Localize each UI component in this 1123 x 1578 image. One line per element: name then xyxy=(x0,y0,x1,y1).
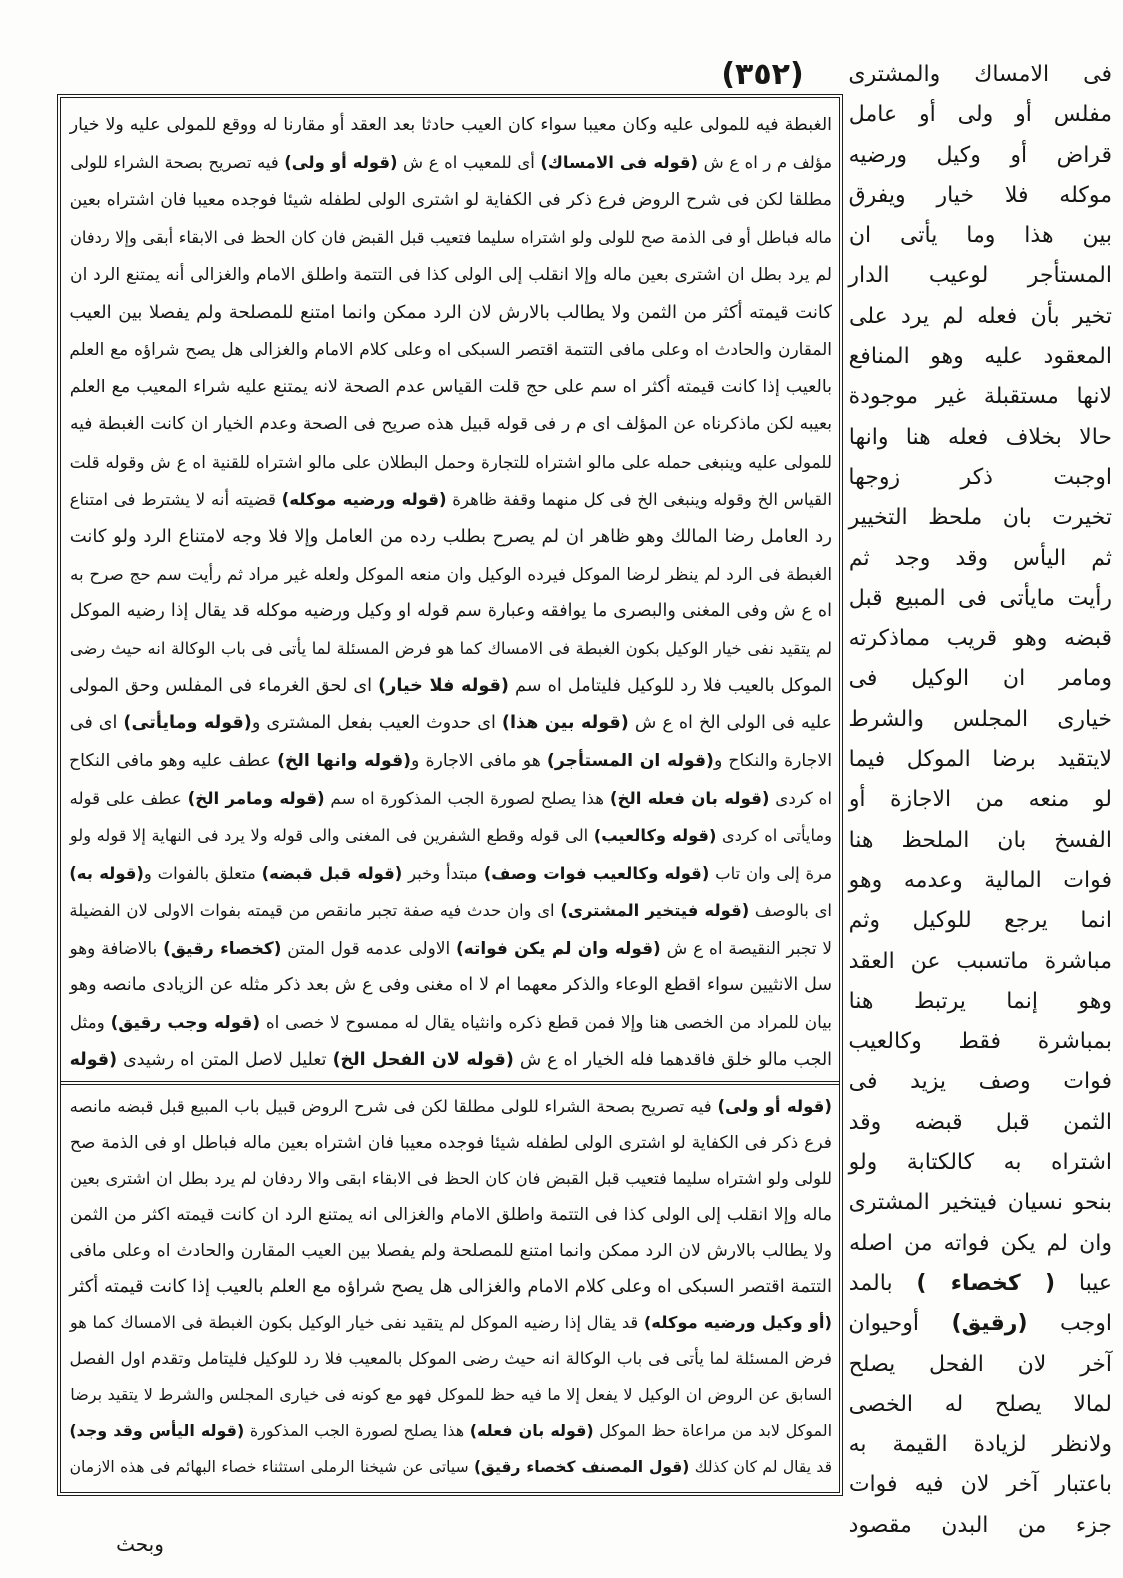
upper-commentary-line: الموكل بالعيب فلا رد للوكيل فليتامل اه سم (قوله فلا خيار) اى لحق الغرماء فى المفلس وحق المولى xyxy=(69,675,832,696)
lemma-marker: (قوله ان المستأجر) xyxy=(546,750,714,771)
lower-commentary-line: فرض المسئلة لما يأتى فى باب الوكالة انه حيث رضى الموكل بالمعيب فلا رد للوكيل فليتامل وتقدم اول الفصل xyxy=(69,1349,832,1368)
main-text-line: بمباشرة فقط وكالعيب xyxy=(848,1029,1112,1055)
main-text-column xyxy=(848,55,1112,1546)
lemma-marker: (قوله فيتخير المشترى) xyxy=(560,901,750,921)
main-text-line: مباشرة ماتسبب عن العقد xyxy=(848,948,1112,974)
main-text-line: وهو إنما يرتبط هنا xyxy=(848,988,1112,1014)
lower-commentary-line: للولى ولو اشتراه سليما فتعيب قبل القبض فان كان الحظ فى الابقاء ابقى والا ردفان لم يرد بطل ان اشترى بعين xyxy=(70,1169,832,1188)
upper-commentary xyxy=(66,107,832,1079)
lemma-marker: (قوله بين هذا) xyxy=(501,713,629,734)
main-text-line: الفسخ بان الملحظ هنا xyxy=(848,827,1112,853)
lemma-marker: (قول المصنف كخصاء رقيق) xyxy=(473,1458,690,1476)
lemma-marker: (قوله اليأس وقد وجد) xyxy=(69,1421,245,1440)
upper-commentary-line: القياس الخ وقوله وينبغى الخ فى كل منهما وقفة ظاهرة (قوله ورضيه موكله) قضيته أنه لا يشترط فى امتناع xyxy=(69,489,832,509)
lemma-marker: (كخصاء رقيق) xyxy=(163,937,282,958)
lemma-marker: (قوله به) xyxy=(69,863,144,883)
main-text-line: ومامر ان الوكيل فى xyxy=(848,666,1112,692)
main-text-line: رأيت مايأتى فى المبيع قبل xyxy=(848,585,1112,611)
lemma-marker: (قوله ومامر الخ) xyxy=(187,789,325,809)
upper-commentary-line: الجب مالو خلق فاقدهما فله الخيار اه ع ش (قوله لان الفحل الخ) تعليل لاصل المتن اه رشيدى (قوله xyxy=(69,1049,832,1070)
main-text-line: حالا بخلاف فعله هنا وانها xyxy=(848,424,1112,450)
main-text-line: عيبا ( كخصاء ) بالمد xyxy=(848,1270,1112,1296)
main-text-line: الثمن قبل قبضه وقد xyxy=(848,1109,1112,1135)
main-text-line: المعقود عليه وهو المنافع xyxy=(848,344,1112,370)
main-text-line: وان لم يكن فواته من اصله xyxy=(849,1230,1112,1256)
lower-commentary-line: (قوله أو ولى) فيه تصريح بصحة الشراء للولى مطلقا لكن فى شرح الروض قبيل باب المبيع قبل قبضه مانصه xyxy=(69,1097,832,1116)
main-text-line: اوجبت ذكر زوجها xyxy=(848,464,1112,490)
lemma-marker: (قوله فلا خيار) xyxy=(378,675,509,696)
lemma-marker: (قوله لان الفحل الخ) xyxy=(332,1049,514,1070)
catchword: وبحث xyxy=(116,1532,164,1556)
upper-commentary-line: اى بالوصف (قوله فيتخير المشترى) اى وان حدث فيه صفة تجبر مانقص من قيمته بفوات الاولى لان الفضيلة xyxy=(69,901,832,921)
upper-commentary-line: بعيبه لكن ماذكرناه عن المؤلف اى م ر فى قوله قبيل هذه صريح فى الصحة وعدم الخيار ان كانت الغبطة فيه xyxy=(70,414,832,435)
lower-commentary-line: ماله وإلا انقلب إلى الولى كذا فى التتمة واطلق الامام والغزالى انه يمتنع الرد ان كانت قيمته اكثر من الثمن xyxy=(69,1205,832,1225)
lemma-marker: (قوله أو ولى) xyxy=(717,1097,832,1116)
main-text-line: انما يرجع للوكيل وثم xyxy=(848,908,1112,934)
upper-commentary-line: عليه فى الولى الخ اه ع ش (قوله بين هذا) اى حدوث العيب بفعل المشترى و(قوله ومايأتى) اى فى xyxy=(69,713,832,734)
main-text-line: لو منعه من الاجازة أو xyxy=(848,787,1112,813)
main-text-line: باعتبار آخر لان فيه فوات xyxy=(848,1472,1112,1498)
lemma-marker: (قوله وكالعيب) xyxy=(593,826,717,846)
main-text-line: ثم اليأس وقد وجد ثم xyxy=(848,545,1112,571)
lower-commentary-line: السابق عن الروض ان الوكيل لا يفعل إلا ما فيه حظ للموكل فهو مع كونه فى خيارى المجلس والشرط لا يتقيد برضا xyxy=(70,1385,832,1404)
lower-commentary-line: (أو وكيل ورضيه موكله) قد يقال إذا رضيه الموكل لم يتقيد نفى خيار الوكيل بكون الغبطة فى الامساك كما هو xyxy=(69,1313,832,1332)
main-text-line: بنحو نسيان فيتخير المشترى xyxy=(848,1190,1112,1216)
main-text-line: قبضه وهو قريب مماذكرته xyxy=(848,626,1112,652)
lemma-marker: (قوله ومايأتى) xyxy=(123,713,252,734)
main-text-line: فوات المالية وعدمه وهو xyxy=(848,867,1112,893)
main-text-line: اوجب (رقيق) أوحيوان xyxy=(848,1311,1112,1337)
upper-commentary-line: اه ع ش وفى المغنى والبصرى ما يوافقه وعبارة سم قوله او وكيل ورضيه موكله قد يقال إذا رضيه الموكل xyxy=(69,601,832,622)
upper-commentary-line: مطلقا لكن فى شرح الروض فرع ذكر فى الكفاية لو اشترى الولى لطفله شيئا فوجده معيبا فان اشتراه بعين xyxy=(69,189,832,210)
lemma-marker: (قوله xyxy=(69,1049,118,1070)
lemma-marker: (قوله وجب رقيق) xyxy=(110,1012,261,1033)
upper-commentary-line: رد العامل رضا المالك وهو ظاهر ان لم يصرح بطلب رده من العامل وإلا فلا وجه لامتناع الرد ولو كانت xyxy=(69,526,832,548)
main-text-line: لانها مستقبلة غير موجودة xyxy=(848,384,1112,410)
lower-commentary-line: فرع ذكر فى الكفاية لو اشترى الولى لطفله شيئا فوجده معيبا فان اشتراه بعين ماله فباطل او فى الذمة صح xyxy=(69,1133,832,1153)
upper-commentary-line: كانت قيمته أكثر من الثمن ولا يطالب بالارش لان الرد ممكن وانما امتنع للمصلحة ولم يفصلا بين العيب xyxy=(69,301,832,323)
lower-commentary-line: قد يقال لم كان كذلك (قول المصنف كخصاء رقيق) سياتى عن شيخنا الرملى استثناء خصاء البهائم فى هذه الازمان xyxy=(69,1458,832,1476)
lower-commentary xyxy=(66,1089,832,1485)
upper-commentary-line: الاجارة والنكاح و(قوله ان المستأجر) هو مافى الاجارة و(قوله وانها الخ) عطف عليه وهو مافى النكاح xyxy=(69,750,832,771)
lemma-marker: (قوله وان لم يكن فواته) xyxy=(456,937,661,958)
lemma-marker: (قوله بان فعله) xyxy=(469,1421,594,1440)
main-text-line: قراض أو وكيل ورضيه xyxy=(848,142,1112,168)
main-text-line: موكله فلا خيار ويفرق xyxy=(848,182,1112,208)
main-text-line: تخير بأن فعله لم يرد على xyxy=(848,303,1112,329)
main-text-line: آخر لان الفحل يصلح xyxy=(848,1351,1112,1377)
lower-commentary-line: الموكل لابد من مراعاة حظ الموكل (قوله بان فعله) هذا يصلح لصورة الجب المذكورة (قوله اليأس وقد وجد) xyxy=(69,1421,832,1440)
upper-commentary-line: الغبطة فيه للمولى عليه وكان معيبا سواء كان العيب حادثا بعد العقد أو مقارنا له ووقع للمولى عليه ولا خيار xyxy=(69,115,832,135)
main-text-line: اشتراه به كالكتابة ولو xyxy=(848,1150,1112,1176)
lemma-marker: (أو وكيل ورضيه موكله) xyxy=(643,1313,832,1332)
lemma-marker: (قوله فى الامساك) xyxy=(540,153,699,173)
lemma-marker: ( كخصاء ) xyxy=(916,1270,1056,1296)
upper-commentary-line: مرة إلى وان تاب (قوله وكالعيب فوات وصف) مبتدأ وخبر (قوله قبل قبضه) متعلق بالفوات و(قوله به) xyxy=(69,863,832,883)
lemma-marker: (قوله قبل قبضه) xyxy=(261,863,403,883)
lower-commentary-line: ولا يطالب بالارش لان الرد ممكن وانما امتنع للمصلحة ولم يفصلا بين العيب المقارن والحادث اه وعلى مافى xyxy=(69,1241,832,1261)
upper-commentary-line: اه كردى (قوله بان فعله الخ) هذا يصلح لصورة الجب المذكورة اه سم (قوله ومامر الخ) عطف على قوله xyxy=(69,789,832,809)
upper-commentary-line: المقارن والحادث اه وعلى مافى التتمة اقتصر السبكى اه وعلى كلام الامام والغزالى هل يصح شراؤه مع العلم xyxy=(69,339,832,360)
lemma-marker: (رقيق) xyxy=(951,1311,1028,1337)
main-text-line: تخيرت بان ملحظ التخيير xyxy=(848,505,1112,531)
lower-commentary-line: التتمة اقتصر السبكى اه وعلى كلام الامام والغزالى هل يصح شراؤه مع العلم بالعيب إذا كانت قيمته أكثر xyxy=(69,1276,832,1297)
main-text-line: خيارى المجلس والشرط xyxy=(848,706,1112,732)
upper-commentary-line: لا تجبر النقيصة اه ع ش (قوله وان لم يكن فواته) الاولى عدمه قول المتن (كخصاء رقيق) بالاضافة وهو xyxy=(69,937,832,958)
upper-commentary-line: ومايأتى اه كردى (قوله وكالعيب) الى قوله وقطع الشفرين فى المغنى والى قوله ولا يرد فى النهاية إلا قوله ولو xyxy=(69,826,832,846)
main-text-line: بين هذا وما يأتى ان xyxy=(848,223,1112,249)
upper-commentary-line: بالعيب إذا كانت قيمته أكثر اه سم على حج قلت القياس عدم الصحة لانه يمتنع عليه شراء المعيب مع العلم xyxy=(69,376,832,397)
upper-commentary-line: ماله فباطل أو فى الذمة صح للولى ولو اشتراه سليما فتعيب قبل القبض فان كان الحظ فى الابقاء أبقى وإلا ردفان xyxy=(69,228,832,248)
main-text-line: لايتقيد برضا الموكل فيما xyxy=(848,747,1112,773)
lemma-marker: (قوله وانها الخ) xyxy=(277,750,412,771)
lemma-marker: (قوله أو ولى) xyxy=(284,153,398,173)
commentary-separator xyxy=(61,1081,839,1085)
main-text-line: جزء من البدن مقصود xyxy=(848,1512,1112,1538)
lemma-marker: (قوله بان فعله الخ) xyxy=(609,789,770,809)
page-number: (٣٥٢) xyxy=(721,57,804,92)
main-text-line: ولانظر لزيادة القيمة به xyxy=(848,1432,1112,1458)
main-text-line: لمالا يصلح له الخصى xyxy=(848,1391,1112,1417)
upper-commentary-line: بيان للمراد من الخصى هنا وإلا فمن قطع ذكره وانثياه يقال له ممسوح لا خصى اه (قوله وجب رقيق) ومثل xyxy=(69,1012,832,1033)
upper-commentary-line: لم يرد بطل ان اشترى بعين ماله وإلا انقلب إلى الولى كذا فى التتمة واطلق الامام والغزالى أنه يمتنع الرد ان xyxy=(70,264,832,285)
upper-commentary-line: للمولى عليه وينبغى حمله على مالو اشتراه للتجارة وحمل البطلان على مالو اشتراه للقنية اه ع ش وقوله قلت xyxy=(69,451,832,472)
main-text-line: المستأجر لوعيب الدار xyxy=(848,263,1112,289)
main-text-line: فوات وصف يزيد فى xyxy=(848,1069,1112,1095)
main-text-line: مفلس أو ولى أو عامل xyxy=(848,102,1112,128)
lemma-marker: (قوله وكالعيب فوات وصف) xyxy=(483,863,710,883)
upper-commentary-line: الغبطة فى الرد لم ينظر لرضا الموكل فيرده الوكيل وان منعه الموكل ولعله غير مراد ثم رأيت سم حج صرح به xyxy=(70,563,832,584)
upper-commentary-line: سل الانثيين سواء اقطع الوعاء والذكر معهما ام لا اه مغنى وفى ع ش بعد ذكر مثله عن الزيادى مانصه وهو xyxy=(69,974,832,995)
upper-commentary-line: لم يتقيد نفى خيار الوكيل بكون الغبطة فى الامساك كما هو فرض المسئلة لما يأتى فى باب الوكالة انه حيث رضى xyxy=(69,639,832,659)
lemma-marker: (قوله ورضيه موكله) xyxy=(281,489,447,509)
upper-commentary-line: مؤلف م ر اه ع ش (قوله فى الامساك) أى للمعيب اه ع ش (قوله أو ولى) فيه تصريح بصحة الشراء للولى xyxy=(70,153,832,173)
main-text-line: فى الامساك والمشترى xyxy=(848,62,1112,87)
